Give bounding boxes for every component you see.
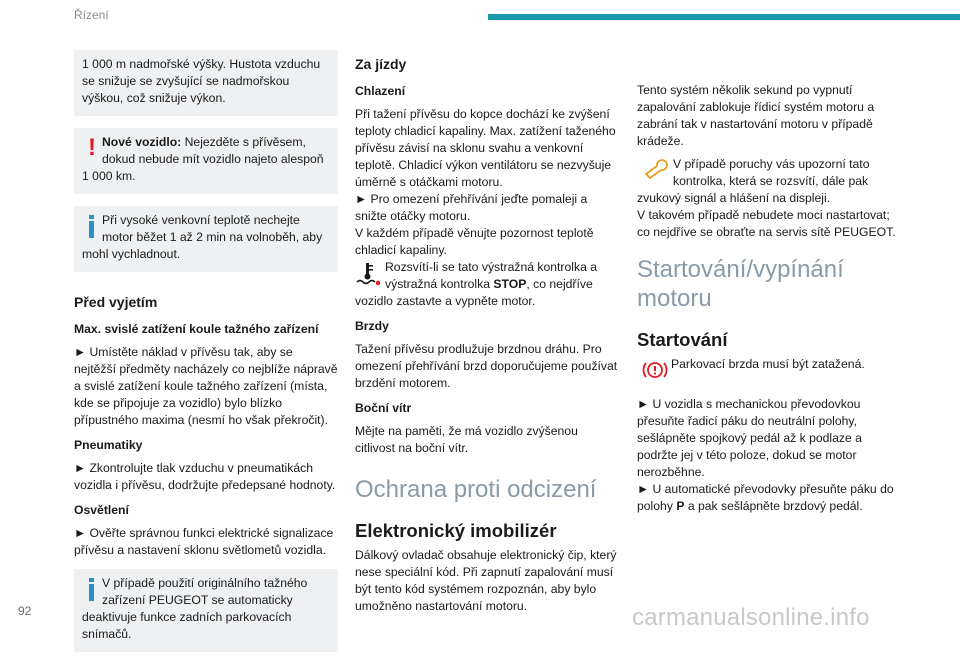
heading-max-zatizeni: Max. svislé zatížení koule tažného zařízení [74,322,319,336]
heading-pneumatiky: Pneumatiky [74,438,143,452]
heading-pred-vyjetim: Před vyjetím [74,294,158,310]
paragraph-peugeot-service: V takovém případě nebudete moci nastartovat; co nejdříve se obraťte na servis sítě PEUGEOT. [637,208,896,239]
parking-brake-text: Parkovací brzda musí být zatažená. [671,357,865,371]
auto-text-c: a pak sešlápněte brzdový pedál. [684,499,863,513]
header-accent-bar [488,14,960,20]
note-altitude [74,50,338,116]
auto-text-p: P [676,499,685,513]
coolant-temperature-warning-icon [355,261,381,287]
heading-bocni-vitr: Boční vítr [355,401,412,415]
auto-text-a: ► U automatické převodovky přesuňte páku do polohy [637,482,894,513]
paragraph-coolant-warning [355,259,619,310]
paragraph-manual-gearbox: ► U vozidla s mechanickou převodovkou přesuňte řadicí páku do neutrální polohy, sešlápněte spojkový pedál až k podlaze a podržte jej v této poloze, dokud se motor nerozběhne. [637,397,862,479]
info-cooldown-text: Při vysoké venkovní teplotě nechejte motor běžet 1 až 2 min na volnoběh, aby mohl vychladnout. [82,213,323,261]
paragraph-chlazeni-3: V každém případě věnujte pozornost teplotě chladicí kapaliny. [355,226,594,257]
heading-startovani: Startování [637,329,728,350]
warning-bold: Nové vozidlo: [102,135,182,149]
coolant-text-c: , co nejdříve vozidlo zastavte a vypněte motor. [355,277,593,308]
paragraph-osvetleni: ► Ověřte správnou funkci elektrické signalizace přívěsu a nastavení sklonu světlometů vozidla. [74,526,334,557]
wrench-warning-icon [643,158,669,184]
heading-brzdy: Brzdy [355,319,389,333]
paragraph-automatic-gearbox [637,481,903,515]
info-icon [82,212,102,242]
heading-ochrana-proti-odcizeni: Ochrana proti odcizení [355,476,597,503]
paragraph-chlazeni-2: ► Pro omezení přehřívání jeďte pomaleji a snižte otáčky motoru. [355,192,588,223]
paragraph-chlazeni [355,106,619,259]
heading-chlazeni: Chlazení [355,84,406,98]
coolant-text-a: Rozsvítí-li se tato výstražná kontrolka a výstražná kontrolka [385,260,598,291]
heading-startovani-vypinani: Startování/vypínání motoru [637,256,844,312]
warning-text: Nejezděte s přívěsem, dokud nebude mít vozidlo najeto alespoň 1 000 km. [82,135,324,183]
paragraph-fault-warning [637,156,903,207]
note-altitude-text: 1 000 m nadmořské výšky. Hustota vzduchu se snižuje se zvyšující se nadmořskou výškou, což snižuje výkon. [82,57,321,105]
paragraph-bocni-vitr: Mějte na paměti, že má vozidlo zvýšenou citlivost na boční vítr. [355,424,578,455]
coolant-text-stop: STOP [493,277,527,291]
paragraph-brzdy: Tažení přívěsu prodlužuje brzdnou dráhu. Pro omezení přehřívání brzd doporučujeme používat brzdění motorem. [355,342,618,390]
paragraph-parking-brake [637,356,903,384]
heading-osvetleni: Osvětlení [74,503,129,517]
fault-text: V případě poruchy vás upozorní tato kontrolka, která se rozsvítí, dále pak zvukový signál a hlášení na displeji. [637,157,870,205]
section-title: Řízení [74,8,109,22]
paragraph-pneumatiky: ► Zkontrolujte tlak vzduchu v pneumatikách vozidla i přívěsu, dodržujte předepsané hodnoty. [74,461,336,492]
paragraph-max-zatizeni: ► Umístěte náklad v přívěsu tak, aby se nejtěžší předměty nacházely co nejblíže nápravě a svislé zatížení koule tažného zařízení (místa, kde se připojuje za vozidlo) bylo blízko přípustného maxima (nesmí ho však překročit). [74,345,338,427]
column-2 [355,50,619,621]
exclamation-icon: ! [88,134,96,161]
info-parking-sensors-text: V případě použití originálního tažného zařízení PEUGEOT se automaticky deaktivuje funkce zadních parkovacích snímačů. [82,576,308,641]
column-1 [74,50,338,660]
info-cooldown [74,206,338,272]
column-3 [637,82,903,521]
parking-brake-icon [641,358,667,384]
paragraph-imobilizer-cont: Tento systém několik sekund po vypnutí zapalování zablokuje řídicí systém motoru a zabrání tak v nastartování motoru v případě krádeže. [637,83,875,148]
info-icon [82,575,102,605]
heading-za-jizdy: Za jízdy [355,56,407,72]
paragraph-chlazeni-1: Při tažení přívěsu do kopce dochází ke zvýšení teploty chladicí kapaliny. Max. zatížení taženého přívěsu závisí na sklonu svahu a venkovní teplotě. Chladicí výkon ventilátoru se nezvyšuje úměrně s otáčkami motoru. [355,107,616,189]
warning-new-vehicle [74,128,338,194]
paragraph-imobilizer: Dálkový ovladač obsahuje elektronický čip, který nese speciální kód. Při zapnutí zapalování musí být tento kód systémem rozpoznán, aby bylo umožněno nastartování motoru. [355,548,617,613]
heading-elektronicky-imobilizer: Elektronický imobilizér [355,520,557,541]
watermark: carmanualsonline.info [632,604,870,631]
page-number: 92 [18,604,32,618]
